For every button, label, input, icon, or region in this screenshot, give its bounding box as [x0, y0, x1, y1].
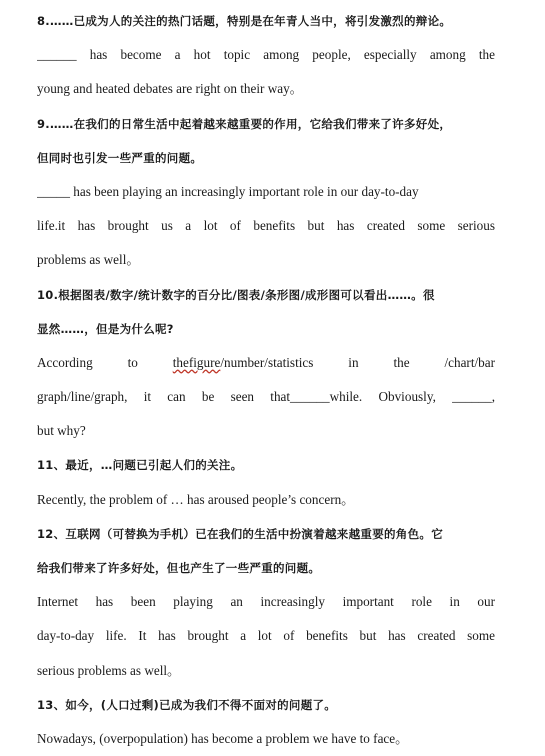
item-10-english-line-1: According to thefigure/number/statistics in the /chart/bar [37, 354, 495, 370]
item-10-chinese-line-1: 10.根据图表/数字/统计数字的百分比/图表/条形图/成形图可以看出……。很 [37, 287, 435, 302]
item-10-english-line-3: but why? [37, 423, 86, 439]
item-9-english-line-1: _____ has been playing an increasingly important role in our day-to-day [37, 183, 419, 199]
item-13-chinese-line: 13、如今，(人口过剩)已成为我们不得不面对的问题了。 [37, 697, 337, 712]
item-12-english-line-2: day-to-day life. It has brought a lot of benefits but has created some [37, 628, 495, 644]
document-page [37, 4, 495, 756]
item-9-chinese-line-2: 但同时也引发一些严重的问题。 [37, 150, 203, 165]
item-8-english-line-1: ______ has become a hot topic among people, especially among the [37, 47, 495, 63]
item-9-english-line-3: problems as well。 [37, 252, 140, 268]
item-11-english-line: Recently, the problem of … has aroused people’s concern。 [37, 491, 355, 507]
item-11-chinese-line: 11、最近，…问题已引起人们的关注。 [37, 458, 243, 473]
item-12-english-line-3: serious problems as well。 [37, 662, 181, 678]
item-12-chinese-line-1: 12、互联网（可替换为手机）已在我们的生活中扮演着越来越重要的角色。它 [37, 526, 443, 541]
item-10-english-line-2: graph/line/graph, it can be seen that______while. Obviously, ______, [37, 389, 495, 405]
spellcheck-underline: thefigure [172, 354, 221, 370]
item-13-english-line: Nowadays, (overpopulation) has become a problem we have to face。 [37, 730, 409, 746]
item-8-chinese-line: 8.……已成为人的关注的热门话题，特别是在年青人当中，将引发激烈的辩论。 [37, 14, 452, 28]
item-10-chinese-line-2: 显然……，但是为什么呢? [37, 321, 174, 336]
item-9-english-line-2: life.it has brought us a lot of benefits but has created some serious [37, 218, 495, 234]
item-8-english-line-2: young and heated debates are right on their way。 [37, 81, 303, 97]
item-12-chinese-line-2: 给我们带来了许多好处，但也产生了一些严重的问题。 [37, 561, 321, 575]
item-12-english-line-1: Internet has been playing an increasingly important role in our [37, 594, 495, 610]
item-9-chinese-line-1: 9.……在我们的日常生活中起着越来越重要的作用，它给我们带来了许多好处， [37, 116, 452, 131]
